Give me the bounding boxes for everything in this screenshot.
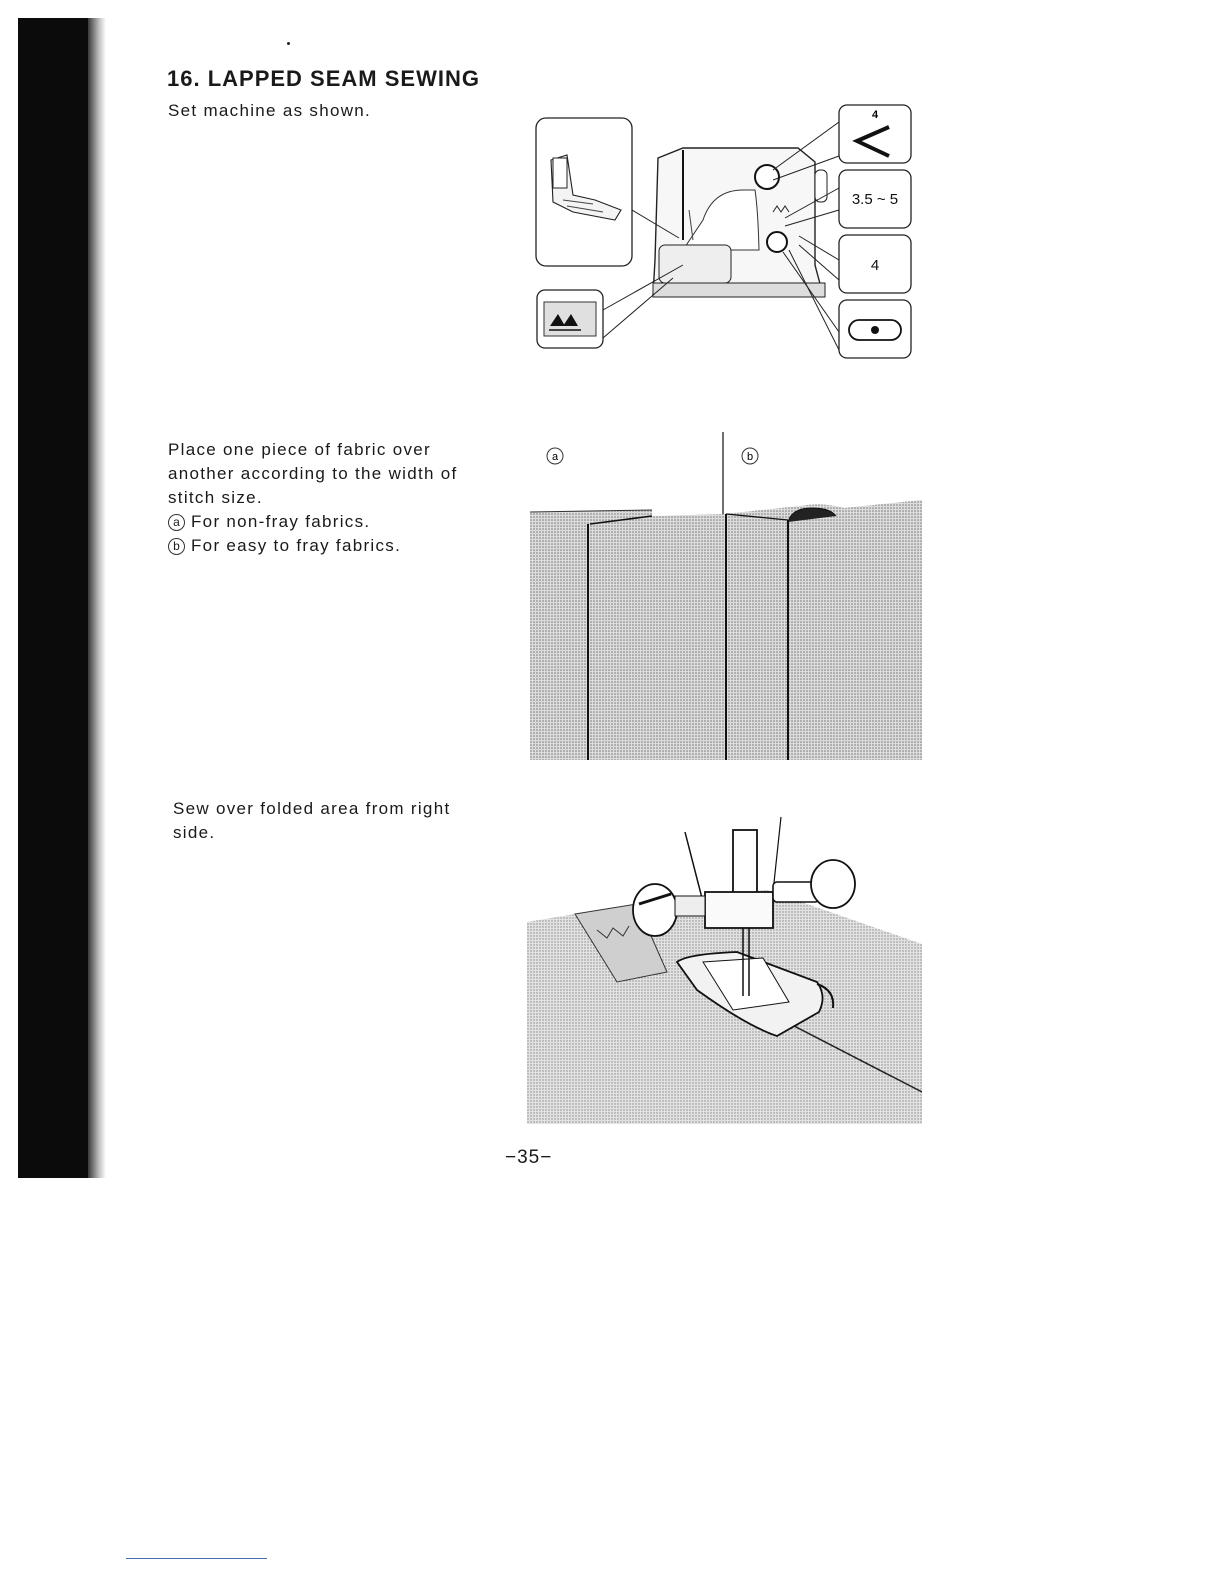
fabric-instructions — [168, 438, 468, 558]
lapped-fabric-figure — [530, 432, 922, 762]
footer-rule — [126, 1558, 267, 1559]
item-a — [168, 510, 468, 534]
stitch-length-box — [839, 235, 911, 293]
center-position-icon — [871, 326, 879, 334]
panel-a-fabric — [530, 510, 723, 760]
binding-shadow — [88, 18, 106, 1178]
marker-a: a — [168, 514, 185, 531]
scan-speck — [287, 42, 290, 45]
svg-text:b: b — [746, 451, 754, 463]
section-heading: 16. LAPPED SEAM SEWING — [167, 66, 480, 91]
pattern-setting-box — [839, 105, 911, 163]
feed-dog-inset — [537, 290, 603, 348]
pattern-number: 4 — [871, 109, 879, 121]
marker-b: b — [168, 538, 185, 555]
stitch-length-value: 4 — [870, 257, 880, 274]
button-setting-box — [839, 300, 911, 358]
sewing-fabric-figure — [527, 812, 922, 1127]
item-b — [168, 534, 468, 558]
panel-a-label — [547, 448, 563, 464]
panel-b-fabric — [723, 500, 922, 760]
binding-edge — [18, 18, 88, 1178]
fabric-instructions-text: Place one piece of fabric over another according to the width of stitch size. — [168, 440, 458, 507]
thumb-screw-right — [773, 860, 855, 908]
stitch-width-box — [839, 170, 911, 228]
presser-foot-inset — [536, 118, 632, 266]
item-b-text: For easy to fray fabrics. — [191, 536, 402, 555]
intro-text: Set machine as shown. — [168, 101, 372, 120]
machine-settings-figure — [533, 100, 918, 362]
svg-text:a: a — [551, 451, 559, 463]
sew-instruction: Sew over folded area from right side. — [173, 799, 451, 842]
panel-b-label — [742, 448, 758, 464]
item-a-text: For non-fray fabrics. — [191, 512, 371, 531]
stitch-width-value: 3.5 ~ 5 — [851, 191, 899, 208]
page-number: −35− — [505, 1147, 553, 1168]
